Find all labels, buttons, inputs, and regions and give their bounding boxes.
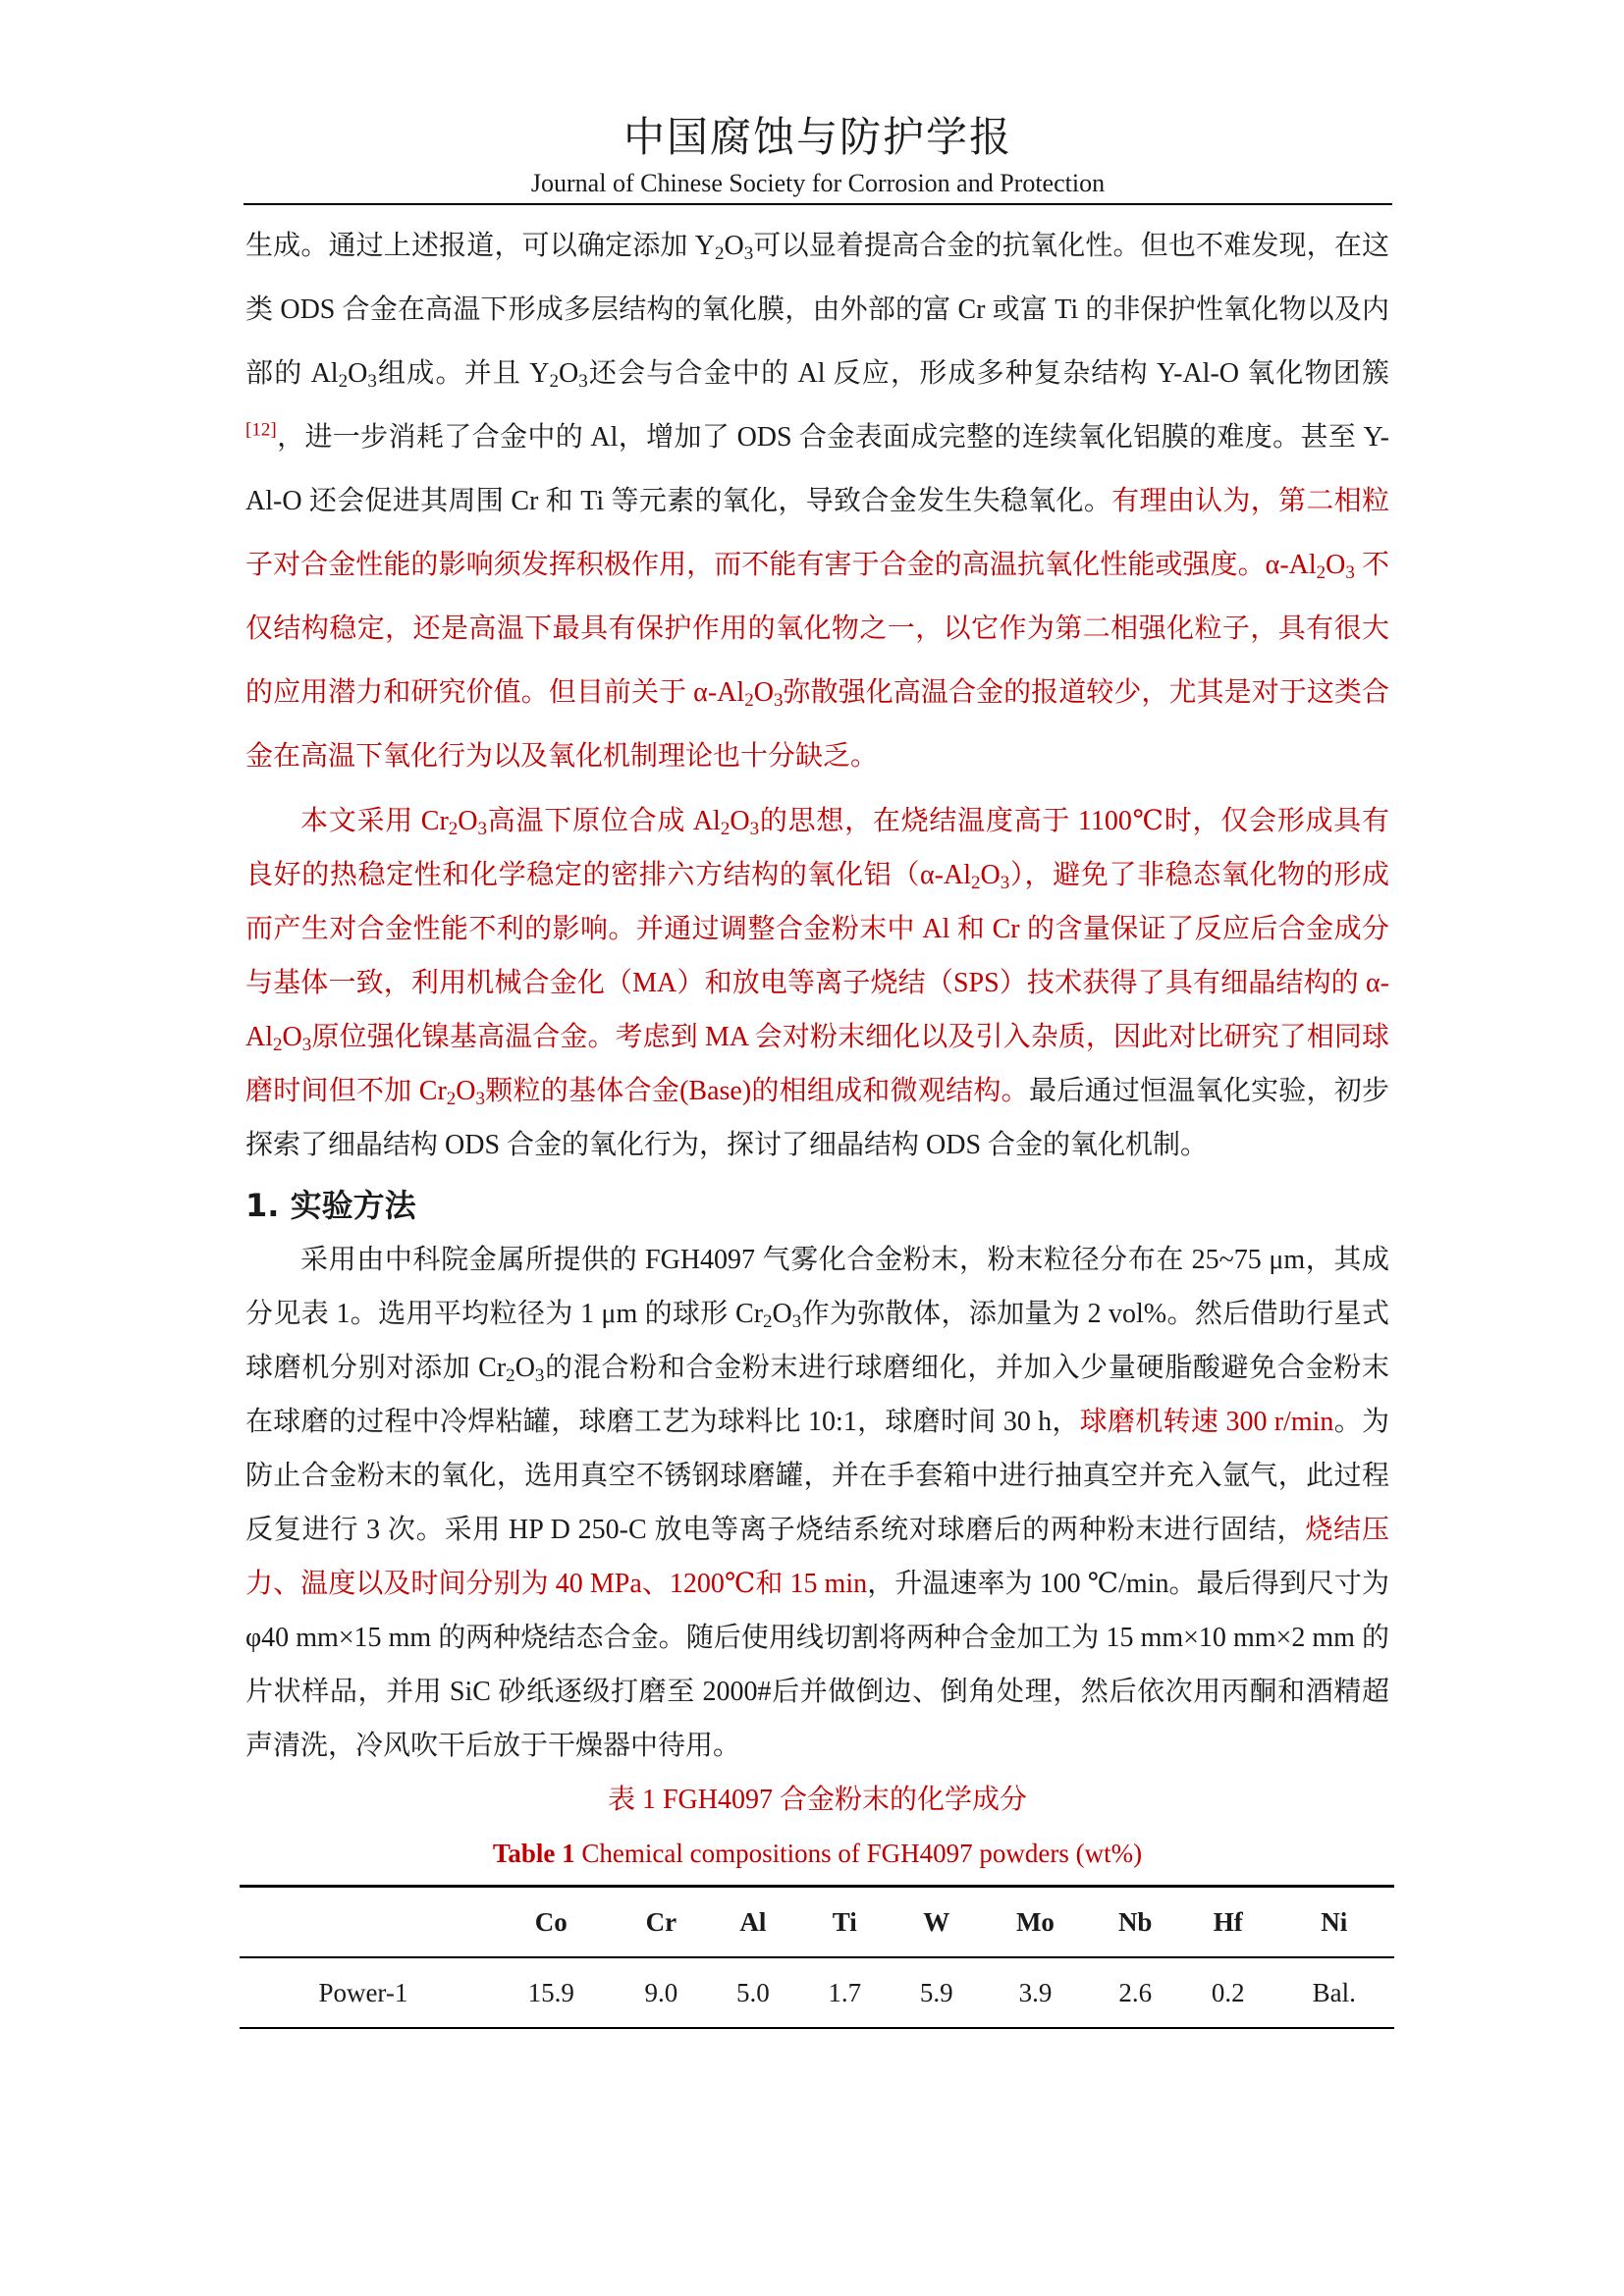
journal-title-en: Journal of Chinese Society for Corrosion and Protection [530,169,1106,197]
composition-table [240,1885,1394,2029]
paragraph-1: 生成。通过上述报道，可以确定添加 $Y_2O_3$可以显着提高合金的抗氧化性。但也不难发现，在这类 ODS 合金在高温下形成多层结构的氧化膜，由外部的富 Cr 或富 Ti 的非保护性氧化物以及内部的 $Al_2O_3$组成。并且 $Y_2O_3$还会与合金中的 Al 反应，形成多种复杂结构 Y-Al-O 氧化物团簇[12]，进一步消耗了合金中的 Al，增加了 ODS 合金表面成完整的连续氧化铝膜的难度。甚至 Y-Al-O 还会促进其周围 Cr 和 Ti 等元素的氧化，导致合金发生失稳氧化。有理由认为，第二相粒子对合金性能的影响须发挥积极作用，而不能有害于合金的高温抗氧化性能或强度。$\alpha-Al_2O_3$ 不仅结构稳定，还是高温下最具有保护作用的氧化物之一，以它作为第二相强化粒子，具有很大的应用潜力和研究价值。但目前关于 $\alpha-Al_2O_3$弥散强化高温合金的报道较少，尤其是对于这类合金在高温下氧化行为以及氧化机制理论也十分缺乏。 [245,231,1389,772]
article-body [245,214,1389,2029]
table-cell: 5.9 [919,1977,953,2007]
table-caption-en: Table 1 Chemical compositions of FGH4097 powders (wt%) [492,1839,1143,1868]
table-header-cell: W [891,1887,982,1958]
table-header-cell: Ti [799,1887,891,1958]
table-caption-zh: 表 1 FGH4097 合金粉末的化学成分 [607,1785,1027,1815]
table-cell: 1.7 [828,1977,862,2007]
table-cell: 9.0 [644,1977,678,2007]
table-cell: Power-1 [318,1977,408,2007]
table-cell: 5.0 [735,1977,770,2007]
table-cell: 15.9 [527,1977,574,2007]
paragraph-3: 采用由中科院金属所提供的 FGH4097 气雾化合金粉末，粉末粒径分布在 25~75 μm，其成分见表 1。选用平均粒径为 1 μm 的球形 $Cr_2O_3$作为弥散体，添加量为 2 vol%。然后借助行星式球磨机分别对添加 $Cr_2O_3$的混合粉和合金粉末进行球磨细化，并加入少量硬脂酸避免合金粉末在球磨的过程中冷焊粘罐，球磨工艺为球料比 10:1，球磨时间 30 h，球磨机转速 300 r/min。为防止合金粉末的氧化，选用真空不锈钢球磨罐，并在手套箱中进行抽真空并充入氩气，此过程反复进行 3 次。采用 HP D 250-C 放电等离子烧结系统对球磨后的两种粉末进行固结，烧结压力、温度以及时间分别为 40 MPa、1200℃和 15 min，升温速率为 100 ℃/min。最后得到尺寸为 φ40 mm×15 mm 的两种烧结态合金。随后使用线切割将两种合金加工为 15 mm×10 mm×2 mm 的片状样品，并用 SiC 砂纸逐级打磨至 2000#后并做倒边、倒角处理，然后依次用丙酮和酒精超声清洗，冷风吹干后放于干燥器中待用。 [245,1245,1389,1761]
header-rule [244,203,1392,205]
table-cell: 2.6 [1118,1977,1153,2007]
table-header-cell: Co [487,1887,616,1958]
table-cell: Bal. [1312,1977,1356,2007]
table-header-cell: Al [707,1887,798,1958]
table-header-cell: Nb [1088,1887,1182,1958]
table-header-cell: Mo [982,1887,1088,1958]
paragraph-2: 本文采用 $Cr_2O_3$高温下原位合成 $Al_2O_3$的思想，在烧结温度高于 1100℃时，仅会形成具有良好的热稳定性和化学稳定的密排六方结构的氧化铝$(\alpha-Al_2O_3)$，避免了非稳态氧化物的形成而产生对合金性能不利的影响。并通过调整合金粉末中 Al 和 Cr 的含量保证了反应后合金成分与基体一致，利用机械合金化（MA）和放电等离子烧结（SPS）技术获得了具有细晶结构的 $\alpha-Al_2O_3$原位强化镍基高温合金。考虑到 MA 会对粉末细化以及引入杂质，因此对比研究了相同球磨时间但不加 $Cr_2O_3$颗粒的基体合金(Base)的相组成和微观结构。最后通过恒温氧化实验，初步探索了细晶结构 ODS 合金的氧化行为，探讨了细晶结构 ODS 合金的氧化机制。 [245,806,1389,1160]
section-heading-1: 1. 实验方法 [245,1187,416,1224]
citation-12[interactable]: [12] [245,419,277,441]
table-cell: 3.9 [1018,1977,1053,2007]
table-header-cell: Hf [1182,1887,1273,1958]
journal-header [244,110,1392,200]
table-header-cell: Cr [616,1887,707,1958]
table-header-row [240,1887,1394,1958]
journal-title-zh: 中国腐蚀与防护学报 [623,116,1012,161]
table-header-cell: Ni [1273,1887,1394,1958]
table-row [240,1957,1394,2028]
table-header-cell [240,1887,487,1958]
table-cell: 0.2 [1211,1977,1245,2007]
